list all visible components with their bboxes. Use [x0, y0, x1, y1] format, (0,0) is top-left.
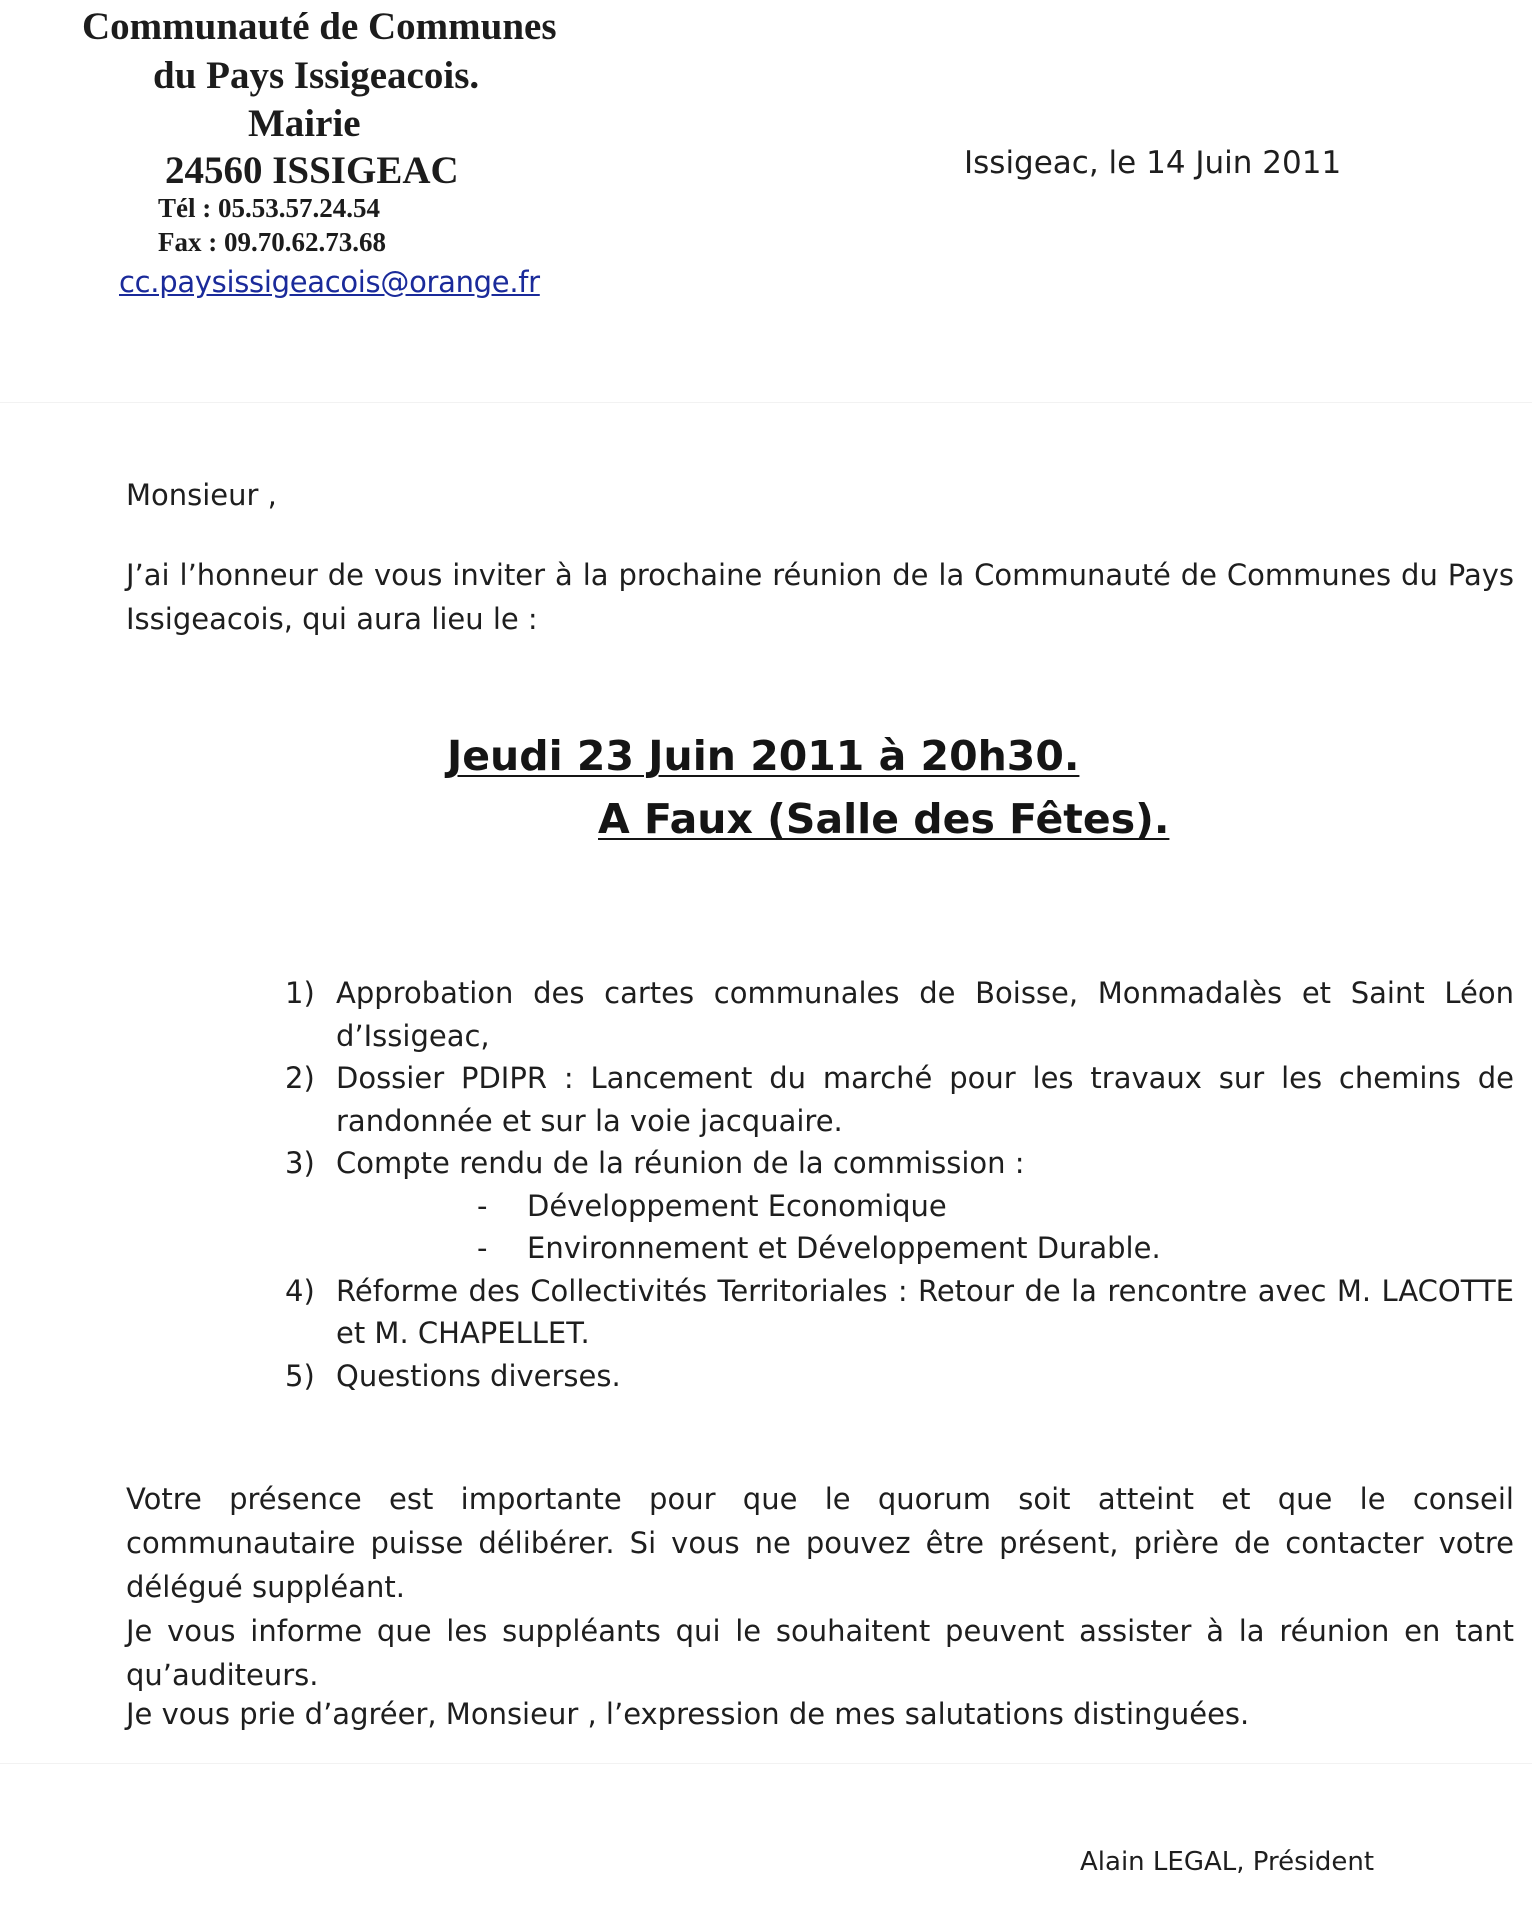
postal-city: 24560 ISSIGEAC	[165, 149, 459, 192]
agenda-item-number: 3)	[285, 1146, 315, 1180]
mairie-label: Mairie	[248, 102, 361, 145]
agenda-item-text: Compte rendu de la réunion de la commission :	[336, 1146, 1025, 1180]
sublist-dash: -	[477, 1188, 488, 1223]
sublist-item-text: Environnement et Développement Durable.	[527, 1231, 1161, 1265]
agenda-item	[285, 972, 1514, 1057]
agenda-item	[285, 1057, 1514, 1142]
meeting-location: A Faux (Salle des Fêtes).	[598, 795, 1170, 843]
agenda-item-number: 2)	[285, 1061, 315, 1095]
presence-paragraph	[126, 1477, 1514, 1697]
email-link[interactable]: cc.paysissigeacois@orange.fr	[119, 265, 540, 299]
fax-number: Fax : 09.70.62.73.68	[158, 227, 386, 257]
agenda-item	[285, 1270, 1514, 1355]
letter-date: Issigeac, le 14 Juin 2011	[964, 145, 1342, 181]
agenda-list	[285, 972, 1514, 1397]
intro-paragraph: J’ai l’honneur de vous inviter à la prochaine réunion de la Communauté de Communes du Pays Issigeacois, qui aura lieu le :	[126, 558, 1514, 636]
telephone-number: Tél : 05.53.57.24.54	[158, 193, 380, 223]
agenda-item-text: Dossier PDIPR : Lancement du marché pour les travaux sur les chemins de randonnée et sur la voie jacquaire.	[336, 1061, 1514, 1138]
agenda-item-number: 5)	[285, 1358, 315, 1393]
organization-name: Communauté de Communes	[82, 5, 557, 48]
meeting-datetime: Jeudi 23 Juin 2011 à 20h30.	[447, 732, 1080, 780]
sublist-item	[285, 1185, 1514, 1228]
signature: Alain LEGAL, Président	[1080, 1847, 1375, 1877]
agenda-item-text: Approbation des cartes communales de Boisse, Monmadalès et Saint Léon d’Issigeac,	[336, 976, 1514, 1053]
agenda-item-number: 4)	[285, 1273, 315, 1308]
organization-name-continued: du Pays Issigeacois.	[153, 54, 480, 97]
agenda-item-number: 1)	[285, 976, 315, 1010]
sublist-dash: -	[477, 1231, 488, 1265]
salutation: Monsieur ,	[126, 478, 277, 512]
sublist-item-text: Développement Economique	[527, 1188, 947, 1223]
agenda-item	[285, 1142, 1514, 1185]
substitutes-sentence: Je vous informe que les suppléants qui le souhaitent peuvent assister à la réunion en tant qu’auditeurs.	[126, 1614, 1514, 1692]
agenda-item-text: Questions diverses.	[336, 1358, 621, 1393]
sublist-item	[285, 1227, 1514, 1270]
agenda-item	[285, 1355, 1514, 1398]
scan-artifact	[0, 402, 1532, 403]
agenda-item-text: Réforme des Collectivités Territoriales : Retour de la rencontre avec M. LACOTTE et M. CHAPELLET.	[336, 1273, 1514, 1350]
presence-sentence: Votre présence est importante pour que le quorum soit atteint et que le conseil communautaire puisse délibérer. Si vous ne pouvez être présent, prière de contacter votre délégué suppléant.	[126, 1482, 1514, 1604]
closing-paragraph: Je vous prie d’agréer, Monsieur , l’expression de mes salutations distinguées.	[126, 1697, 1250, 1731]
commission-sublist	[285, 1185, 1514, 1270]
scan-artifact	[0, 1763, 1532, 1764]
